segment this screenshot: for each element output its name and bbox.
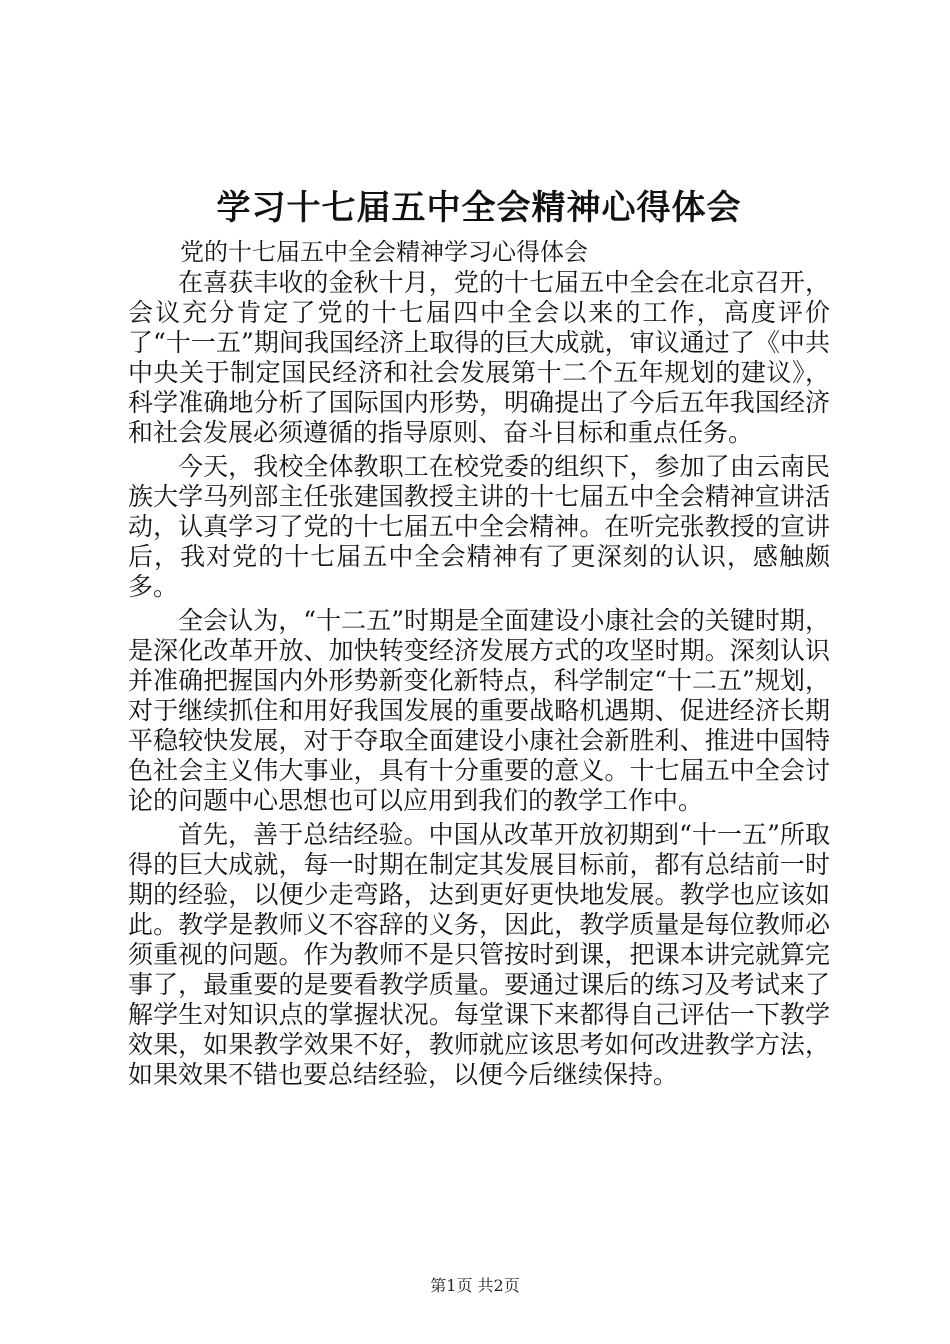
paragraph-1: 在喜获丰收的金秋十月，党的十七届五中全会在北京召开，会议充分肯定了党的十七届四中全会以来的工作，高度评价了“十一五”期间我国经济上取得的巨大成就，审议通过了《中共中央关于制定国民经济和社会发展第十二个五年规划的建议》，科学准确地分析了国际国内形势，明确提出了今后五年我国经济和社会发展必须遵循的指导原则、奋斗目标和重点任务。 [128, 268, 830, 447]
document-body [128, 268, 830, 1094]
document-subtitle: 党的十七届五中全会精神学习心得体会 [180, 238, 588, 266]
paragraph-4: 首先，善于总结经验。中国从改革开放初期到“十一五”所取得的巨大成就，每一时期在制定其发展目标前，都有总结前一时期的经验，以便少走弯路，达到更好更快地发展。教学也应该如此。教学是教师义不容辞的义务，因此，教学质量是每位教师必须重视的问题。作为教师不是只管按时到课，把课本讲完就算完事了，最重要的是要看教学质量。要通过课后的练习及考试来了解学生对知识点的掌握状况。每堂课下来都得自己评估一下教学效果，如果教学效果不好，教师就应该思考如何改进教学方法，如果效果不错也要总结经验，以便今后继续保持。 [128, 820, 830, 1089]
paragraph-2: 今天，我校全体教职工在校党委的组织下，参加了由云南民族大学马列部主任张建国教授主讲的十七届五中全会精神宣讲活动，认真学习了党的十七届五中全会精神。在听完张教授的宣讲后，我对党的十七届五中全会精神有了更深刻的认识，感触颇多。 [128, 452, 830, 601]
page-number-footer: 第1页 共2页 [430, 1276, 520, 1295]
paragraph-3: 全会认为，“十二五”时期是全面建设小康社会的关键时期，是深化改革开放、加快转变经济发展方式的攻坚时期。深刻认识并准确把握国内外形势新变化新特点，科学制定“十二五”规划，对于继续抓住和用好我国发展的重要战略机遇期、促进经济长期平稳较快发展，对于夺取全面建设小康社会新胜利、推进中国特色社会主义伟大事业，具有十分重要的意义。十七届五中全会讨论的问题中心思想也可以应用到我们的教学工作中。 [128, 606, 830, 815]
document-title: 学习十七届五中全会精神心得体会 [216, 188, 742, 228]
